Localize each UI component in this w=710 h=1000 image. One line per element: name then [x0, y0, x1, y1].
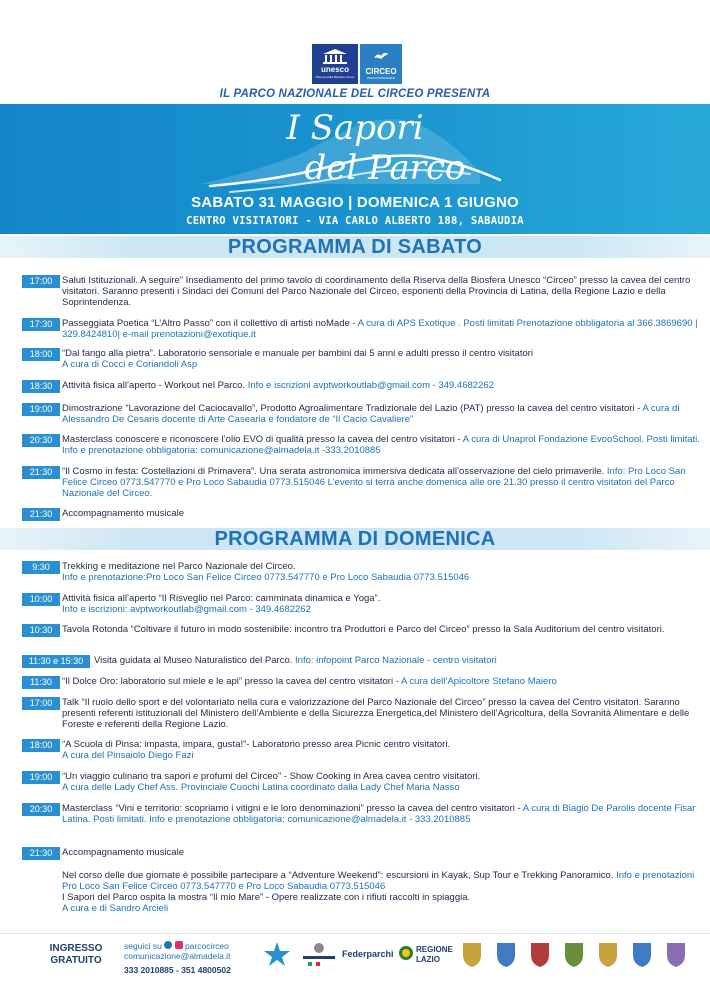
event-time: 17:00	[22, 697, 60, 710]
event-description: “A Scuola di Pinsa: impasta, impara, gusta!”- Laboratorio presso area Picnic centro visitatori. A cura del Pinsaiolo Diego Fazi	[62, 739, 451, 761]
event-time: 10:00	[22, 593, 60, 606]
bird-icon	[373, 50, 389, 62]
event-time: 21:30	[22, 508, 60, 521]
free-entry-label: INGRESSO GRATUITO	[49, 943, 103, 966]
event-time: 20:30	[22, 803, 60, 816]
event-description: Trekking e meditazione nel Parco Nazionale del Circeo. Info e prenotazione:Pro Loco San Felice Circeo 0773.547770 e Pro Loco Sabaudia 0773.515046	[62, 561, 470, 583]
event-time: 9:30	[22, 561, 60, 574]
event-time: 21:30	[22, 847, 60, 860]
sunday-heading: PROGRAMMA DI DOMENICA	[214, 528, 496, 550]
social-handle[interactable]: parcocirceo	[184, 941, 229, 951]
coat-of-arms-icon	[460, 940, 484, 968]
coat-of-arms-icon	[562, 940, 586, 968]
event-description: Masterclass “Vini e territorio: scopriamo i vitigni e le loro denominazioni” presso la cavea del centro visitatori - A cura di Biagio De Parolis docente Fisar Latina. Posti limitati. Info e prenotazione obbligatoria: comunicazione@almadela.it - 333.2010885	[62, 803, 696, 825]
lazio-emblem-icon	[398, 940, 414, 968]
instagram-icon	[175, 941, 183, 949]
event-description: Dimostrazione “Lavorazione del Caciocavallo”, Prodotto Agroalimentare Tradizionale del Lazio (PAT) presso la cavea del centro visitatori - A cura di Alessandro De Cesaris docente di Arte Casearia e fondatore de “Il Cacio Cavaliere”	[62, 403, 680, 425]
note-text: Nel corso delle due giornate è possibile partecipare a “Adventure Weekend”: escursioni in Kayak, Sup Tour e Trekking Panoramico. Info e prenotazioni Pro Loco San Felice Circeo 0773.547770 e Pro Loco Sabaudia 0773.515046 I Sapori del Parco ospita la mostra “Il mio Mare” - Opere realizzate con i rifiuti raccolti in spiaggia. A cura e di Sandro Arcieli	[62, 870, 695, 914]
event-description: Masterclass conoscere e riconoscere l’olio EVO di qualità presso la cavea del centro visitatori - A cura di Unaprol Fondazione EvooSchool. Posti limitati. Info e prenotazione obbligatoria: comunicazione@almadela.it -333.2010885	[62, 434, 700, 456]
event-time: 11:30	[22, 676, 60, 689]
unesco-wordmark: unesco	[320, 65, 349, 74]
event-description: “Il Dolce Oro: laboratorio sul miele e le api” presso la cavea del centro visitatori - A cura dell’Apicoltore Stefano Maiero	[62, 676, 557, 687]
event-description: Saluti Istituzionali. A seguire” Insediamento del primo tavolo di coordinamento della Riserva della Biosfera Unesco “Circeo” presso la cavea del centro visitatori. Saranno presenti i Sindaci dei Comuni del Parco Nazionale del Circeo, esponenti della Provincia di Latina, della Regione Lazio e della Soprintendenza.	[62, 275, 691, 308]
sponsor-logos	[262, 936, 702, 976]
social-line: seguici su parcocirceo	[124, 941, 229, 951]
footer-divider	[0, 933, 710, 934]
circeo-wordmark: CIRCEO	[365, 67, 397, 76]
event-description: Tavola Rotonda “Coltivare il futuro in modo sostenibile: incontro tra Produttori e Parco del Circeo” presso la Sala Auditorium del centro visitatori.	[62, 624, 665, 635]
saturday-section-header	[0, 236, 710, 258]
ministry-logo-icon	[300, 940, 338, 968]
circeo-subtitle: PARCO NAZIONALE	[366, 76, 396, 80]
coat-of-arms-icon	[528, 940, 552, 968]
event-description: “Il Cosmo in festa: Costellazioni di Primavera”. Una serata astronomica immersiva dedicata all’osservazione del cielo primaverile. Info: Pro Loco San Felice Circeo 0773.547770 e Pro Loco Sabaudia 0773.515046 L’evento si terrà anche domenica alle ore 21.30 presso il centro visitatori del Parco Nazionale del Circeo.	[62, 466, 686, 499]
event-time: 19:00	[22, 771, 60, 784]
event-description: Talk “Il ruolo dello sport e del volontariato nella cura e valorizzazione del Parco Nazionale del Circeo” presso la cavea del Centro visitatori. Saranno presenti referenti istituzionali del Ministero dell’Ambiente e della Sicurezza Energetica,del Ministero dell’Agricoltura, della Sovranità Alimentare e delle Foreste e referenti della Regione Lazio.	[62, 697, 690, 730]
header-logos	[312, 44, 402, 84]
event-dates: SABATO 31 MAGGIO | DOMENICA 1 GIUGNO	[191, 194, 519, 211]
event-description: “Dal fango alla pietra”. Laboratorio sensoriale e manuale per bambini dai 5 anni e adulti presso il centro visitatori A cura di Cocci e Coriandoli Asp	[62, 348, 534, 370]
circeo-logo	[360, 44, 402, 84]
federparchi-logo: Federparchi	[342, 949, 394, 959]
event-time: 21:30	[22, 466, 60, 479]
coat-of-arms-icon	[596, 940, 620, 968]
unesco-temple-icon	[322, 48, 348, 64]
coat-of-arms-icon	[664, 940, 688, 968]
sunday-section-header	[0, 528, 710, 550]
event-description: “Un viaggio culinario tra sapori e profumi del Circeo” - Show Cooking in Area cavea centro visitatori. A cura delle Lady Chef Ass. Provinciale Cuochi Latina coordinato dalla Lady Chef Maria Nasso	[62, 771, 481, 793]
contact-phones: 333 2010885 - 351 4800502	[124, 965, 231, 975]
contact-email[interactable]: comunicazione@almadela.it	[124, 951, 231, 961]
event-time: 17:00	[22, 275, 60, 288]
saturday-heading: PROGRAMMA DI SABATO	[227, 236, 483, 258]
event-time: 18:00	[22, 348, 60, 361]
coat-of-arms-icon	[494, 940, 518, 968]
event-time: 17:30	[22, 318, 60, 331]
star-logo-icon	[262, 940, 292, 968]
event-time: 18:00	[22, 739, 60, 752]
event-title-line1: I Sapori	[286, 108, 424, 148]
event-time: 20:30	[22, 434, 60, 447]
coat-of-arms-icon	[630, 940, 654, 968]
event-time: 19:00	[22, 403, 60, 416]
event-description: Attività fisica all’aperto “Il Risveglio nel Parco: camminata dinamica e Yoga”. Info e iscrizioni: avptworkoutlab@gmail.com - 349.4682262	[62, 593, 381, 615]
presents-line: IL PARCO NAZIONALE DEL CIRCEO PRESENTA	[219, 88, 491, 100]
regione-lazio-logo: REGIONE LAZIO	[416, 945, 453, 964]
unesco-logo	[312, 44, 358, 84]
event-title-line2: del Parco	[304, 148, 466, 188]
event-time: 18:30	[22, 380, 60, 393]
contact-block	[124, 941, 264, 975]
unesco-subtitle: Riserva della Biosfera Circeo	[315, 75, 355, 79]
facebook-icon	[164, 941, 172, 949]
event-description: Passeggiata Poetica “L’Altro Passo” con il collettivo di artisti noMade - A cura di APS Exotique . Posti limitati Prenotazione obbligatoria al 366.3869690 | 329.8424810| e-mail prenotazioni@exotique.it	[62, 318, 698, 340]
event-venue: CENTRO VISITATORI - VIA CARLO ALBERTO 188, SABAUDIA	[186, 215, 524, 227]
event-time: 10:30	[22, 624, 60, 637]
event-description: Attività fisica all’aperto - Workout nel Parco. Info e iscrizioni avptworkoutlab@gmail.com - 349.4682262	[62, 380, 494, 391]
event-description: Accompagnamento musicale	[62, 847, 184, 858]
event-description: Accompagnamento musicale	[62, 508, 184, 519]
event-time: 11:30 e 15:30	[22, 655, 90, 668]
event-description: Visita guidata al Museo Naturalistico del Parco. Info: infopoint Parco Nazionale - centro visitatori	[94, 655, 497, 666]
